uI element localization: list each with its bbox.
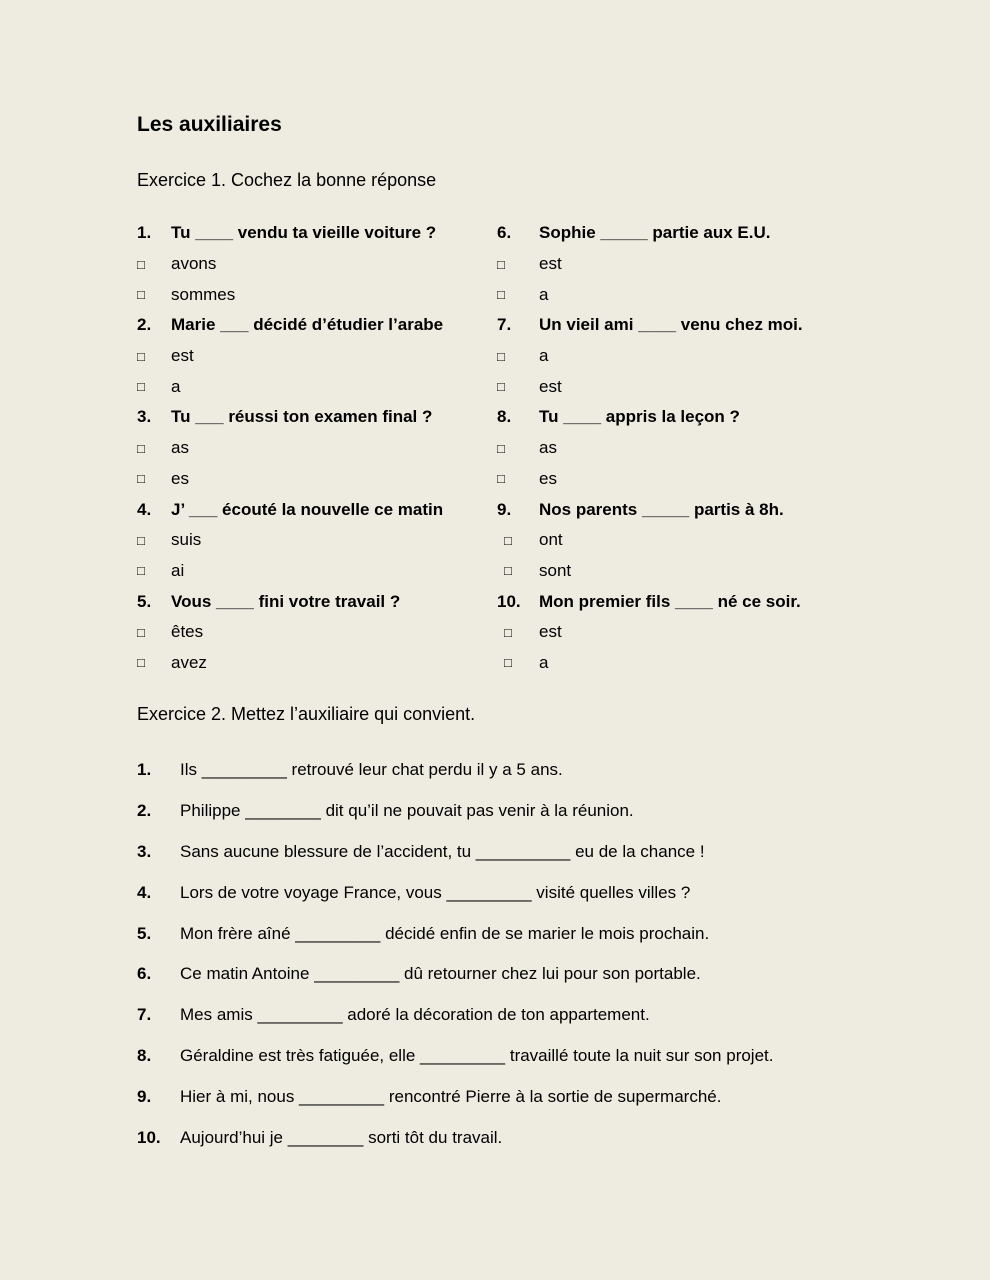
question-text: Sophie _____ partie aux E.U. [539, 223, 771, 243]
option-label: a [539, 652, 549, 672]
option-label: avons [171, 254, 217, 274]
item-text: Lors de votre voyage France, vous _________ visité quelles villes ? [180, 882, 691, 902]
question-number: 9. [497, 499, 512, 519]
item-text: Ils _________ retrouvé leur chat perdu il y a 5 ans. [180, 760, 563, 780]
exercise1-heading: Exercice 1. Cochez la bonne réponse [137, 170, 437, 190]
item-number: 7. [137, 1005, 152, 1025]
item-number: 2. [137, 801, 152, 821]
question-text: J’ ___ écouté la nouvelle ce matin [171, 499, 444, 519]
question-number: 3. [137, 407, 152, 427]
checkbox-icon[interactable]: □ [497, 440, 505, 456]
option-label: a [539, 284, 549, 304]
option-row[interactable] [137, 279, 497, 310]
exercise2-item [137, 954, 857, 995]
question-text: Vous ____ fini votre travail ? [171, 591, 401, 611]
option-row[interactable] [137, 371, 497, 402]
option-label: avez [171, 652, 207, 672]
exercise2-item [137, 913, 857, 954]
checkbox-icon[interactable]: □ [137, 287, 145, 303]
checkbox-icon[interactable]: □ [504, 655, 512, 671]
checkbox-icon[interactable]: □ [137, 379, 145, 395]
question-row [497, 402, 857, 433]
checkbox-icon[interactable]: □ [137, 532, 145, 548]
option-row[interactable] [497, 617, 857, 648]
checkbox-icon[interactable]: □ [137, 348, 145, 364]
option-row[interactable] [137, 464, 497, 495]
item-number: 4. [137, 882, 152, 902]
checkbox-icon[interactable]: □ [497, 471, 505, 487]
option-row[interactable] [497, 279, 857, 310]
option-label: sont [539, 560, 572, 580]
item-text: Hier à mi, nous _________ rencontré Pierre à la sortie de supermarché. [180, 1086, 722, 1106]
option-row[interactable] [497, 648, 857, 679]
exercise2-item [137, 832, 857, 873]
checkbox-icon[interactable]: □ [137, 471, 145, 487]
item-number: 10. [137, 1127, 161, 1147]
question-number: 6. [497, 223, 512, 243]
option-label: êtes [171, 622, 204, 642]
option-row[interactable] [137, 617, 497, 648]
exercise2-heading: Exercice 2. Mettez l’auxiliaire qui convient. [137, 704, 476, 724]
option-label: as [171, 438, 189, 458]
option-label: ont [539, 530, 563, 550]
checkbox-icon[interactable]: □ [137, 440, 145, 456]
item-number: 9. [137, 1086, 152, 1106]
item-number: 6. [137, 964, 152, 984]
question-row [497, 310, 857, 341]
option-row[interactable] [137, 525, 497, 556]
question-text: Marie ___ décidé d’étudier l’arabe [171, 315, 444, 335]
item-text: Aujourd’hui je ________ sorti tôt du travail. [180, 1127, 503, 1147]
question-row [137, 218, 497, 249]
question-text: Tu ____ vendu ta vieille voiture ? [171, 223, 437, 243]
item-text: Géraldine est très fatiguée, elle _________ travaillé toute la nuit sur son projet. [180, 1045, 774, 1065]
option-label: ai [171, 560, 185, 580]
option-label: a [171, 376, 181, 396]
exercise2-list [137, 750, 857, 1158]
checkbox-icon[interactable]: □ [504, 624, 512, 640]
item-number: 5. [137, 923, 152, 943]
question-text: Tu ___ réussi ton examen final ? [171, 407, 433, 427]
page-title: Les auxiliaires [137, 113, 282, 136]
option-label: est [539, 622, 562, 642]
checkbox-icon[interactable]: □ [504, 563, 512, 579]
option-label: est [539, 376, 562, 396]
checkbox-icon[interactable]: □ [137, 256, 145, 272]
exercise2-item [137, 750, 857, 791]
exercise2-item [137, 1036, 857, 1077]
item-number: 1. [137, 760, 152, 780]
item-text: Mes amis _________ adoré la décoration de ton appartement. [180, 1005, 650, 1025]
item-text: Philippe ________ dit qu’il ne pouvait pas venir à la réunion. [180, 801, 634, 821]
exercise1-left-column [137, 218, 497, 678]
checkbox-icon[interactable]: □ [497, 287, 505, 303]
question-number: 5. [137, 591, 152, 611]
option-row[interactable] [497, 341, 857, 372]
option-label: as [539, 438, 557, 458]
item-text: Ce matin Antoine _________ dû retourner chez lui pour son portable. [180, 964, 701, 984]
option-label: est [171, 346, 194, 366]
question-text: Mon premier fils ____ né ce soir. [539, 591, 801, 611]
question-row [497, 218, 857, 249]
checkbox-icon[interactable]: □ [497, 348, 505, 364]
option-label: es [171, 468, 189, 488]
checkbox-icon[interactable]: □ [497, 379, 505, 395]
checkbox-icon[interactable]: □ [504, 532, 512, 548]
question-number: 2. [137, 315, 152, 335]
question-number: 4. [137, 499, 152, 519]
exercise2-item [137, 791, 857, 832]
question-text: Nos parents _____ partis à 8h. [539, 499, 784, 519]
question-number: 10. [497, 591, 521, 611]
question-text: Tu ____ appris la leçon ? [539, 407, 740, 427]
question-row [137, 586, 497, 617]
item-text: Sans aucune blessure de l’accident, tu __________ eu de la chance ! [180, 841, 705, 861]
checkbox-icon[interactable]: □ [497, 256, 505, 272]
option-row[interactable] [497, 433, 857, 464]
option-label: a [539, 346, 549, 366]
option-label: suis [171, 530, 202, 550]
option-row[interactable] [497, 371, 857, 402]
exercise1-right-column [497, 218, 857, 678]
exercise2-item [137, 995, 857, 1036]
question-number: 1. [137, 223, 152, 243]
question-row [137, 310, 497, 341]
option-row[interactable] [497, 556, 857, 587]
option-row[interactable] [137, 341, 497, 372]
exercise2-item [137, 1117, 857, 1158]
checkbox-icon[interactable]: □ [137, 624, 145, 640]
option-row[interactable] [137, 433, 497, 464]
question-row [497, 494, 857, 525]
option-row[interactable] [497, 464, 857, 495]
exercise2-item [137, 872, 857, 913]
question-number: 8. [497, 407, 512, 427]
option-row[interactable] [497, 525, 857, 556]
option-row[interactable] [137, 648, 497, 679]
option-row[interactable] [497, 249, 857, 280]
question-text: Un vieil ami ____ venu chez moi. [539, 315, 803, 335]
option-row[interactable] [137, 249, 497, 280]
question-number: 7. [497, 315, 512, 335]
option-label: es [539, 468, 557, 488]
item-number: 8. [137, 1045, 152, 1065]
item-text: Mon frère aîné _________ décidé enfin de se marier le mois prochain. [180, 923, 710, 943]
option-label: sommes [171, 284, 236, 304]
option-row[interactable] [137, 556, 497, 587]
checkbox-icon[interactable]: □ [137, 563, 145, 579]
exercise2-item [137, 1076, 857, 1117]
question-row [137, 494, 497, 525]
item-number: 3. [137, 841, 152, 861]
question-row [497, 586, 857, 617]
checkbox-icon[interactable]: □ [137, 655, 145, 671]
question-row [137, 402, 497, 433]
option-label: est [539, 254, 562, 274]
